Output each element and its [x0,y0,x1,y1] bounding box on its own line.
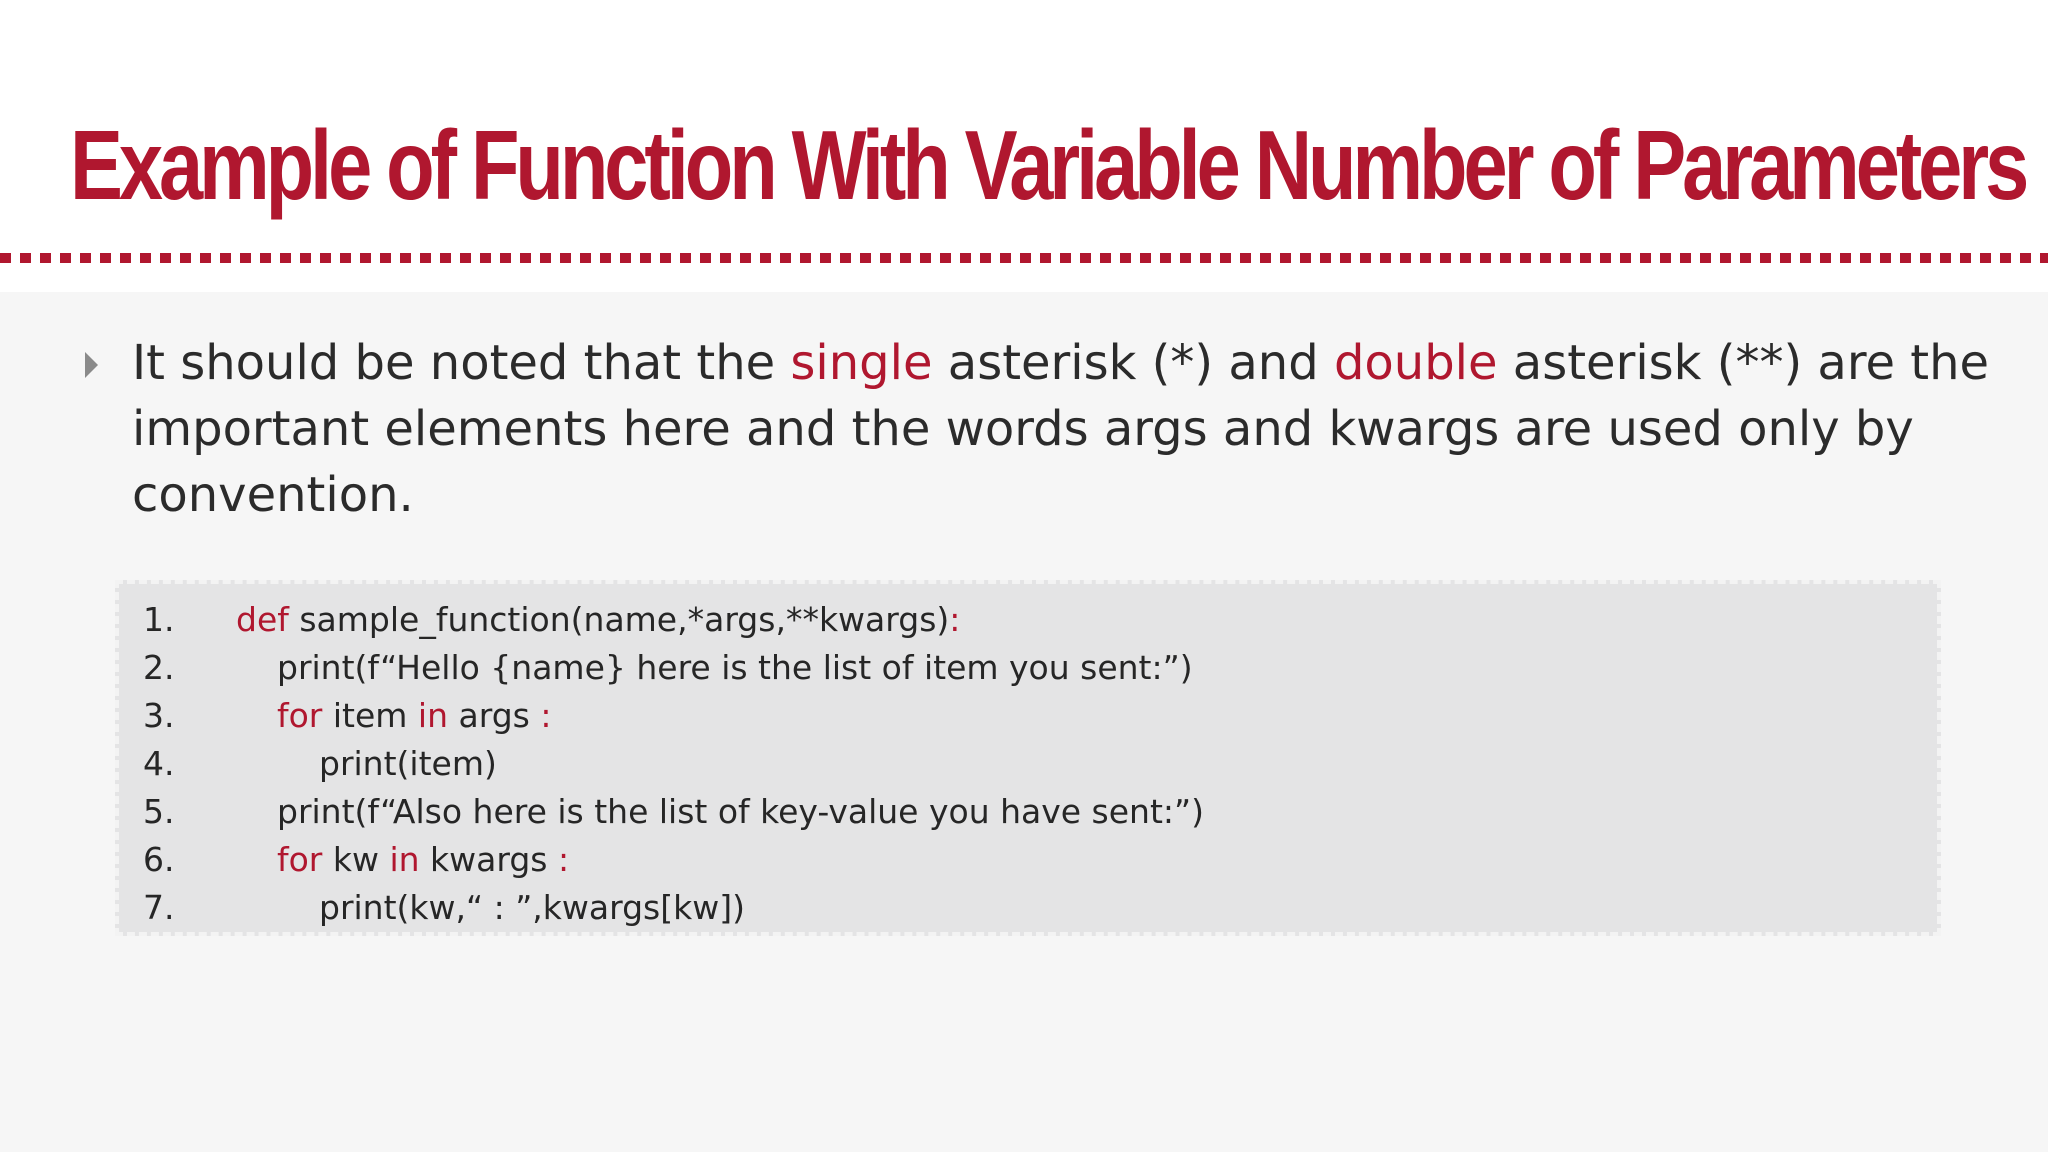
line-number: 2. [143,648,175,687]
code-line [119,836,1919,884]
code-token: print(f“Hello {name} here is the list of item you sent:”) [277,648,1193,687]
highlight-single: single [790,335,933,391]
code-block [115,580,1941,936]
code-keyword: def [236,600,289,639]
code-token: print(kw,“ : ”,kwargs[kw]) [319,888,745,927]
code-text [277,692,551,740]
code-keyword: in [417,696,449,735]
line-number: 5. [143,792,175,831]
code-line [119,596,1919,644]
code-punctuation: : [558,840,570,879]
bullet-triangle-icon [85,352,98,378]
code-token: sample_function(name,*args,**kwargs) [288,600,950,639]
bullet-text-part: asterisk (**) are the important elements here and the words args and kwargs are used only by convention. [132,335,1990,523]
slide-title: Example of Function With Variable Number of Parameters [70,110,2026,220]
code-line [119,644,1919,692]
code-token: print(f“Also here is the list of key-value you have sent:”) [277,792,1204,831]
title-divider [0,253,2048,263]
code-token: kwargs [419,840,558,879]
code-token: item [322,696,418,735]
line-number: 6. [143,840,175,879]
highlight-double: double [1333,335,1498,391]
line-number: 4. [143,744,175,783]
line-number: 7. [143,888,175,927]
code-text [319,884,745,932]
code-text [277,644,1193,692]
code-token: args [448,696,541,735]
code-keyword: for [277,840,323,879]
bullet-text-part: It should be noted that the [132,335,791,391]
code-text [277,788,1204,836]
code-line [119,884,1919,932]
code-token: kw [322,840,390,879]
code-line [119,692,1919,740]
line-number: 1. [143,600,175,639]
code-token: print(item) [319,744,497,783]
code-line [119,740,1919,788]
line-number: 3. [143,696,175,735]
code-punctuation: : [949,600,961,639]
code-keyword: in [389,840,420,879]
bullet-text-part: asterisk (*) and [932,335,1334,391]
code-text [319,740,497,788]
code-keyword: for [277,696,323,735]
code-line [119,788,1919,836]
code-text [236,596,960,644]
code-punctuation: : [540,696,552,735]
code-text [277,836,569,884]
bullet-text [132,330,1992,528]
